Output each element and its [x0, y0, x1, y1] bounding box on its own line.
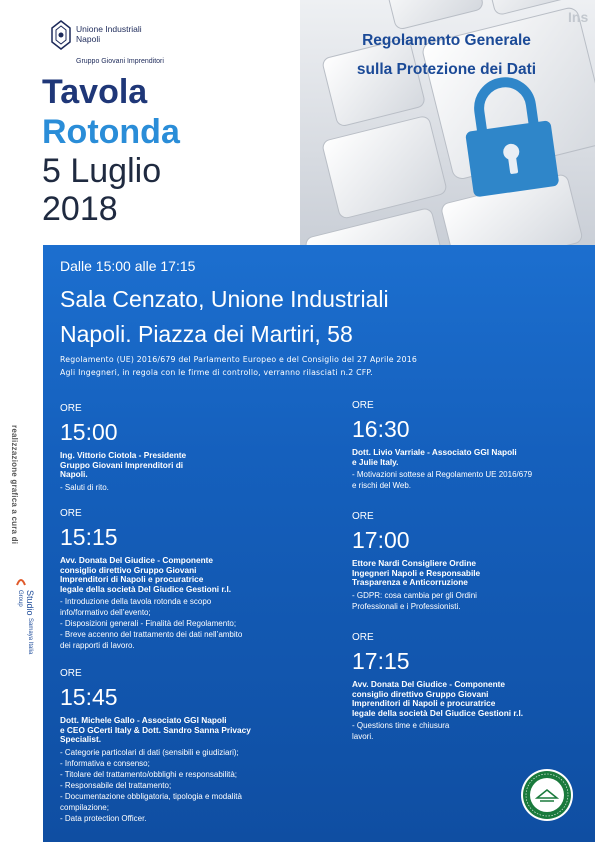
title-line2: Rotonda — [42, 113, 180, 151]
unione-industriali-logo-icon — [50, 20, 72, 50]
slot-notes — [352, 590, 582, 612]
topic-line1: Regolamento Generale — [362, 32, 531, 49]
schedule-slot — [60, 508, 290, 651]
slot-note: - Responsabile del trattamento; — [60, 780, 172, 790]
slot-note: - Informativa e consenso; — [60, 758, 150, 768]
slot-note: - Saluti di rito. — [60, 482, 109, 492]
slot-note: - Introduzione della tavola rotonda e scopo info/formativo dell’evento; — [60, 597, 212, 617]
schedule-slot — [60, 668, 290, 824]
slot-ore-label: ORE — [60, 508, 82, 519]
slot-ore-label: ORE — [60, 403, 82, 414]
studio-label: Studio — [25, 590, 35, 616]
regulation-info — [60, 354, 580, 379]
slot-speaker: Dott. Livio Varriale - Associato GGI Napoli e Julie Italy. — [352, 447, 517, 467]
org-name-line1: Unione Industriali — [76, 24, 142, 34]
venue-line2: Napoli. Piazza dei Martiri, 58 — [60, 321, 353, 347]
slot-note: - GDPR: cosa cambia per gli Ordini Professionali e i Professionisti. — [352, 590, 477, 611]
slot-time: 15:45 — [60, 684, 118, 710]
slot-notes — [352, 469, 582, 491]
slot-speaker: Ettore Nardi Consigliere Ordine Ingegneri Napoli e Responsabile Trasparenza e Anticorruzione — [352, 558, 481, 587]
slot-speaker: Dott. Michele Gallo - Associato GGI Napoli e CEO GCerti Italy & Dott. Sandro Sanna Privacy Specialist. — [60, 715, 251, 744]
venue — [60, 282, 580, 352]
event-date: 5 Luglio — [42, 152, 162, 190]
slot-notes — [60, 596, 290, 651]
venue-line1: Sala Cenzato, Unione Industriali — [60, 286, 389, 312]
slot-notes — [352, 720, 582, 742]
studio-name — [15, 590, 35, 665]
schedule-slot — [352, 511, 582, 612]
topic-heading — [305, 26, 588, 84]
schedule-slot — [352, 632, 582, 742]
slot-note: - Questions time e chiusura lavori. — [352, 721, 450, 741]
schedule-slot — [60, 403, 290, 493]
slot-note: - Disposizioni generali - Finalità del Regolamento; — [60, 619, 237, 628]
credit-text: realizzazione grafica a cura di — [10, 425, 19, 545]
slot-ore-label: ORE — [352, 632, 374, 643]
svg-text:Ins: Ins — [568, 9, 589, 25]
slot-speaker: Ing. Vittorio Ciotola - Presidente Gruppo Giovani Imprenditori di Napoli. — [60, 450, 187, 479]
studio-logo-icon — [15, 575, 27, 587]
topic-line2: sulla Protezione dei Dati — [356, 61, 537, 78]
slot-note: - Motivazioni sottese al Regolamento UE 2016/679 e rischi del Web. — [352, 470, 533, 490]
slot-ore-label: ORE — [352, 511, 374, 522]
title-line1: Tavola — [42, 73, 148, 111]
org-name-line2: Napoli — [76, 34, 101, 44]
schedule-slot — [352, 400, 582, 491]
regulation-line1: Regolamento (UE) 2016/679 del Parlamento Europeo e del Consiglio del 27 Aprile 2016 — [60, 355, 418, 364]
slot-speaker: Avv. Donata Del Giudice - Componente consiglio direttivo Gruppo Giovani Imprenditori di Napoli e procuratrice legale della società Del Giudice Gestioni r.l. — [60, 555, 232, 594]
slot-time: 17:15 — [352, 648, 410, 674]
slot-note: - Data protection Officer. — [60, 813, 147, 823]
studio-sub-label: Samaya Italia Group — [17, 590, 33, 655]
slot-notes — [60, 747, 290, 824]
org-group: Gruppo Giovani Imprenditori — [76, 58, 164, 65]
slot-time: 15:15 — [60, 524, 118, 550]
slot-notes — [60, 482, 290, 493]
slot-note: - Breve accenno del trattamento dei dati nell’ambito dei rapporti di lavoro. — [60, 630, 243, 650]
org-logo — [50, 20, 220, 80]
slot-note: - Documentazione obbligatoria, tipologia e modalità compilazione; — [60, 791, 242, 812]
event-year: 2018 — [42, 190, 118, 228]
slot-note: - Categorie particolari di dati (sensibili e giudiziari); — [60, 747, 239, 757]
event-title — [42, 72, 282, 228]
slot-ore-label: ORE — [352, 400, 374, 411]
regulation-line2: Agli Ingegneri, in regola con le firme di controllo, verranno rilasciati n.2 CFP. — [60, 367, 373, 377]
graphic-credit — [0, 425, 42, 665]
slot-time: 16:30 — [352, 416, 410, 442]
slot-time: 15:00 — [60, 419, 118, 445]
slot-note: - Titolare del trattamento/obblighi e responsabilità; — [60, 769, 237, 779]
time-range: Dalle 15:00 alle 17:15 — [60, 258, 196, 274]
slot-speaker: Avv. Donata Del Giudice - Componente consiglio direttivo Gruppo Giovani Imprenditori di Napoli e procuratrice legale della società Del Giudice Gestioni r.l. — [352, 679, 524, 718]
slot-time: 17:00 — [352, 527, 410, 553]
seal-badge-icon — [520, 768, 574, 822]
slot-ore-label: ORE — [60, 668, 82, 679]
org-name — [76, 24, 142, 44]
